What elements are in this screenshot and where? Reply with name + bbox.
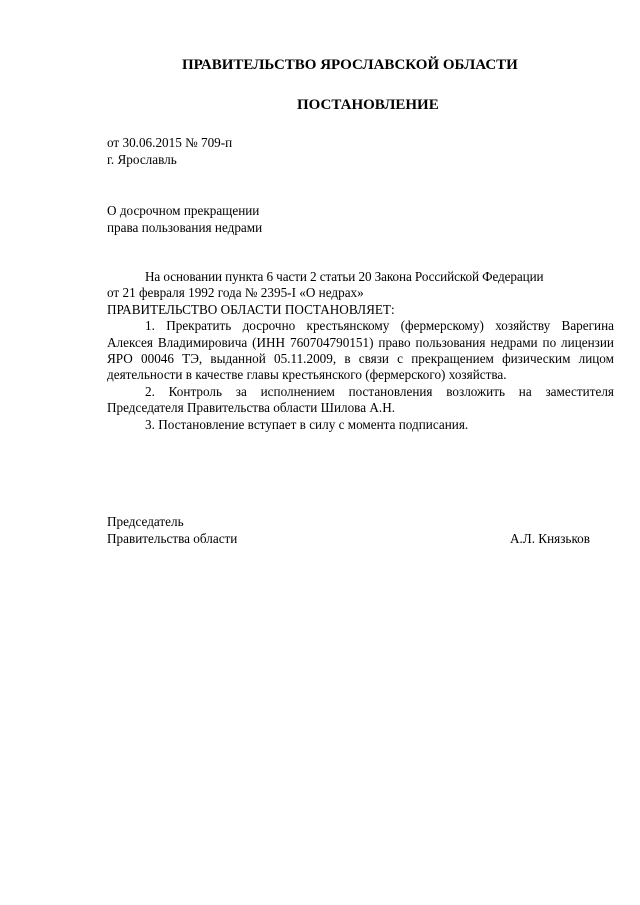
basis-line-2: от 21 февраля 1992 года № 2395-I «О недрах» <box>107 285 364 301</box>
signatory-name: А.Л. Князьков <box>509 531 590 546</box>
item-3: 3. Постановление вступает в силу с момента подписания. <box>145 416 469 432</box>
document-type-heading: ПОСТАНОВЛЕНИЕ <box>297 97 439 113</box>
signature-row-2 <box>107 530 590 547</box>
signature-row-1 <box>107 513 590 530</box>
signatory-title-line-1: Председатель <box>107 514 184 529</box>
signatory-title-line-2: Правительства области <box>107 531 238 546</box>
city: г. Ярославль <box>107 152 177 167</box>
signature-block <box>107 513 590 547</box>
item-2: 2. Контроль за исполнением постановления возложить на заместителя Председателя Правительства области Шилова А.Н. <box>107 383 614 416</box>
item-1: 1. Прекратить досрочно крестьянскому (фермерскому) хозяйству Варегина Алексея Владимировича (ИНН 760704790151) право пользования недрами по лицензии ЯРО 00046 ТЭ, выданной 05.11.2009, в связи с прекращением физическим лицом деятельности в качестве главы крестьянского (фермерского) хозяйства. <box>107 318 614 383</box>
date-number: от 30.06.2015 № 709-п <box>107 135 233 150</box>
organization-heading: ПРАВИТЕЛЬСТВО ЯРОСЛАВСКОЙ ОБЛАСТИ <box>182 57 518 73</box>
basis-line-1: На основании пункта 6 части 2 статьи 20 Закона Российской Федерации <box>145 269 544 284</box>
subject-line-1: О досрочном прекращении <box>107 203 260 218</box>
subject-line-2: права пользования недрами <box>107 220 263 235</box>
decree-statement: ПРАВИТЕЛЬСТВО ОБЛАСТИ ПОСТАНОВЛЯЕТ: <box>107 301 395 317</box>
document-body <box>107 269 614 433</box>
